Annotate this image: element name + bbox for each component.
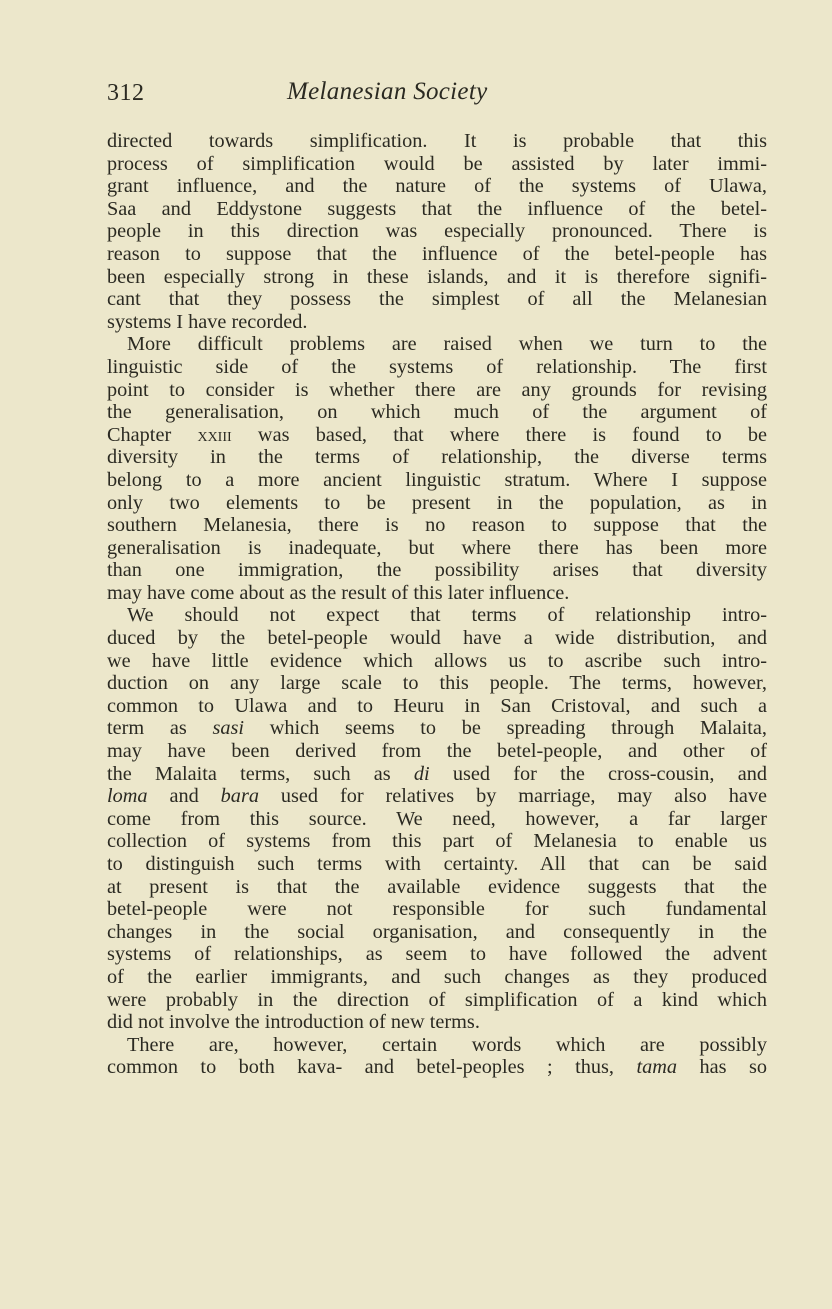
- text-line: [107, 130, 767, 153]
- text-run: We should not expect that terms of relationship intro-: [127, 604, 767, 627]
- text-run: generalisation is inadequate, but where there has been more: [107, 536, 767, 559]
- text-run: come from this source. We need, however, a far larger: [107, 807, 767, 830]
- text-run: xxiii: [197, 423, 232, 446]
- text-line: [107, 379, 767, 402]
- text-run: people in this direction was especially pronounced. There is: [107, 220, 767, 243]
- text-line: [107, 785, 767, 808]
- text-line: [107, 627, 767, 650]
- text-run: common to Ulawa and to Heuru in San Cristoval, and such a: [107, 694, 767, 717]
- text-run: collection of systems from this part of Melanesia to enable us: [107, 830, 767, 853]
- text-run: process of simplification would be assisted by later immi-: [107, 152, 767, 175]
- text-run: term as: [107, 717, 213, 740]
- text-run: point to consider is whether there are any grounds for revising: [107, 378, 767, 401]
- text-line: [107, 604, 767, 627]
- text-line: [107, 695, 767, 718]
- page-number: 312: [107, 80, 145, 106]
- text-run: duction on any large scale to this people. The terms, however,: [107, 672, 767, 695]
- text-run: common to both kava- and betel-peoples ; thus,: [107, 1056, 637, 1079]
- text-run: was based, that where there is found to be: [231, 423, 767, 446]
- text-line: [107, 333, 767, 356]
- text-line: [107, 740, 767, 763]
- text-run: the Malaita terms, such as: [107, 762, 414, 785]
- text-run: which seems to be spreading through Malaita,: [244, 717, 767, 740]
- text-line: [107, 288, 767, 311]
- text-line: [107, 514, 767, 537]
- text-run: changes in the social organisation, and consequently in the: [107, 920, 767, 943]
- text-line: [107, 220, 767, 243]
- text-line: [107, 717, 767, 740]
- text-run: systems of relationships, as seem to have followed the advent: [107, 943, 767, 966]
- text-run: has so: [677, 1056, 767, 1079]
- text-run: than one immigration, the possibility arises that diversity: [107, 559, 767, 582]
- text-run: may have been derived from the betel-people, and other of: [107, 740, 767, 763]
- text-line: [107, 537, 767, 560]
- text-line: [107, 1034, 767, 1057]
- text-run: grant influence, and the nature of the systems of Ulawa,: [107, 175, 767, 198]
- text-run: More difficult problems are raised when we turn to the: [127, 333, 767, 356]
- text-run: did not involve the introduction of new terms.: [107, 1011, 480, 1034]
- text-line: [107, 582, 767, 605]
- text-run: southern Melanesia, there is no reason to suppose that the: [107, 514, 767, 537]
- text-run: of the earlier immigrants, and such changes as they produced: [107, 965, 767, 988]
- italic-term: tama: [636, 1056, 677, 1079]
- text-line: [107, 401, 767, 424]
- text-line: [107, 921, 767, 944]
- text-run: and: [147, 785, 221, 808]
- text-run: used for relatives by marriage, may also have: [258, 785, 767, 808]
- text-line: [107, 830, 767, 853]
- text-line: [107, 175, 767, 198]
- text-run: directed towards simplification. It is probable that this: [107, 130, 767, 152]
- text-run: were probably in the direction of simplification of a kind which: [107, 988, 767, 1011]
- text-line: [107, 198, 767, 221]
- text-run: systems I have recorded.: [107, 310, 308, 333]
- body-text: [107, 130, 767, 1079]
- text-run: There are, however, certain words which are possibly: [127, 1033, 767, 1056]
- text-run: to distinguish such terms with certainty. All that can be said: [107, 853, 767, 875]
- text-run: betel-people were not responsible for such fundamental: [107, 898, 767, 921]
- text-run: Chapter: [107, 423, 198, 446]
- text-line: [107, 876, 767, 899]
- text-line: [107, 1056, 767, 1079]
- page-header: [107, 80, 767, 112]
- text-line: [107, 672, 767, 695]
- text-line: [107, 989, 767, 1012]
- text-line: [107, 153, 767, 176]
- text-line: [107, 424, 767, 447]
- text-run: we have little evidence which allows us to ascribe such intro-: [107, 649, 767, 672]
- text-line: [107, 559, 767, 582]
- text-line: [107, 853, 767, 876]
- text-run: only two elements to be present in the population, as in: [107, 491, 767, 514]
- italic-term: di: [413, 762, 430, 785]
- text-run: may have come about as the result of this later influence.: [107, 581, 570, 604]
- text-line: [107, 808, 767, 831]
- running-title: Melanesian Society: [287, 78, 488, 105]
- text-line: [107, 266, 767, 289]
- text-line: [107, 446, 767, 469]
- text-run: cant that they possess the simplest of all the Melanesian: [107, 288, 767, 311]
- text-line: [107, 763, 767, 786]
- italic-term: bara: [220, 785, 259, 808]
- text-line: [107, 356, 767, 379]
- text-run: reason to suppose that the influence of the betel-people has: [107, 242, 767, 265]
- text-line: [107, 1011, 767, 1034]
- text-run: Saa and Eddystone suggests that the influence of the betel-: [107, 197, 767, 220]
- italic-term: loma: [107, 785, 148, 808]
- text-line: [107, 898, 767, 921]
- text-run: duced by the betel-people would have a wide distribution, and: [107, 627, 767, 650]
- text-line: [107, 943, 767, 966]
- text-run: belong to a more ancient linguistic stratum. Where I suppose: [107, 468, 767, 491]
- text-line: [107, 966, 767, 989]
- text-line: [107, 492, 767, 515]
- text-run: diversity in the terms of relationship, the diverse terms: [107, 446, 767, 469]
- text-run: linguistic side of the systems of relationship. The first: [107, 355, 767, 378]
- text-run: at present is that the available evidence suggests that the: [107, 875, 767, 898]
- text-line: [107, 311, 767, 334]
- text-run: the generalisation, on which much of the argument of: [107, 401, 767, 424]
- text-run: used for the cross-cousin, and: [429, 762, 767, 785]
- text-run: been especially strong in these islands, and it is therefore signifi-: [107, 265, 767, 288]
- text-line: [107, 243, 767, 266]
- italic-term: sasi: [212, 717, 245, 740]
- text-line: [107, 650, 767, 673]
- text-line: [107, 469, 767, 492]
